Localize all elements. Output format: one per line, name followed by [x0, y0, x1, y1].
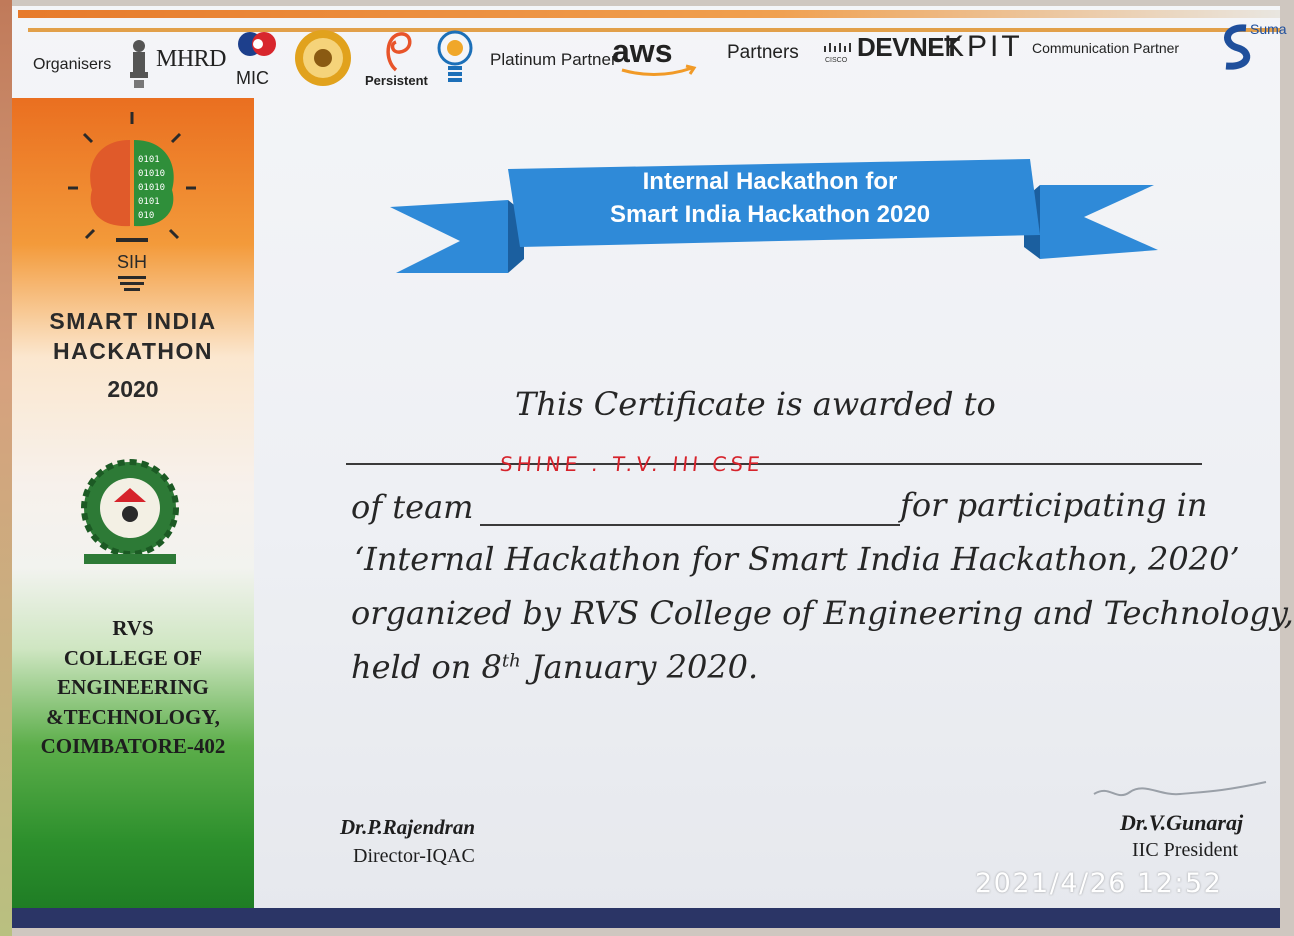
photo-timestamp: 2021/4/26 12:52: [975, 868, 1223, 899]
college-line3: ENGINEERING: [57, 675, 209, 699]
sih-year: 2020: [107, 376, 159, 402]
organisers-label: Organisers: [33, 56, 112, 73]
persistent-label: Persistent: [365, 73, 428, 88]
svg-text:0101: 0101: [138, 155, 160, 165]
suma-logo: [1216, 20, 1286, 72]
recipient-name: SHINE . T.V. III CSE: [498, 452, 765, 476]
signatory-left-name: Dr.P.Rajendran: [340, 815, 475, 839]
cisco-wordmark: CISCO: [825, 57, 848, 64]
held-on-date: January 2020.: [520, 648, 759, 686]
svg-text:01010: 01010: [138, 169, 166, 179]
college-emblem-icon: [74, 458, 186, 570]
suma-wordmark: Suma: [1250, 21, 1287, 37]
college-line2: COLLEGE OF: [63, 645, 203, 670]
partners-label: Partners: [727, 42, 799, 63]
svg-text:010: 010: [138, 211, 155, 221]
mic-logo-icon: [236, 28, 280, 60]
kpit-logo: KPIT: [944, 30, 1023, 63]
sih-side-panel: [12, 98, 254, 908]
awarded-to-text: This Certificate is awarded to: [515, 385, 996, 423]
mhrd-logo: MHRD: [156, 46, 227, 72]
banner-line2: Smart India Hackathon 2020: [609, 201, 931, 228]
brain-bulb-icon: [64, 110, 200, 300]
communication-partner-label: Communication Partner: [1032, 40, 1180, 56]
college-line4: &TECHNOLOGY,: [46, 704, 220, 729]
college-line5: COIMBATORE-402: [40, 734, 226, 758]
mic-label: MIC: [236, 68, 269, 88]
top-stripe: [18, 10, 1280, 18]
sih-logo-text: SIH: [116, 252, 148, 272]
for-participating-text: for participating in: [900, 486, 1208, 524]
recipient-underline: [346, 463, 1202, 465]
signatory-right-title: IIC President: [1132, 839, 1239, 861]
held-on-ordinal: th: [501, 650, 521, 672]
cisco-logo: [822, 40, 856, 64]
event-name-text: ‘Internal Hackathon for Smart India Hackathon, 2020’: [354, 540, 1240, 578]
bottom-bar: [12, 908, 1280, 928]
college-line1: RVS: [112, 616, 154, 640]
iic-bulb-icon: [434, 28, 476, 88]
persistent-logo-icon: [376, 30, 416, 72]
aws-wordmark: aws: [612, 33, 673, 69]
team-underline: [480, 524, 900, 526]
signatory-left-title: Director-IQAC: [353, 845, 475, 867]
photo-edge: [0, 0, 12, 936]
platinum-partner-label: Platinum Partner: [490, 50, 617, 69]
devnet-logo: DEVNET: [857, 32, 960, 62]
sih-title-line2: HACKATHON: [52, 338, 213, 364]
aws-logo: [612, 34, 702, 78]
of-team-text: of team: [351, 488, 474, 526]
hackathon-banner: [390, 155, 1158, 280]
college-name: [12, 614, 254, 762]
national-emblem-icon: [128, 38, 150, 90]
signatory-right-name: Dr.V.Gunaraj: [1120, 810, 1244, 835]
aicte-seal-icon: [292, 28, 354, 88]
held-on-prefix: held on 8: [351, 648, 502, 686]
organizer-text: organized by RVS College of Engineering and Technology,: [351, 594, 1294, 632]
signature-scribble: [1090, 778, 1270, 808]
held-on-text: [351, 648, 758, 686]
sih-title-line1: SMART INDIA: [49, 308, 217, 334]
sponsor-strip: [30, 21, 1287, 96]
banner-line1: Internal Hackathon for: [642, 168, 898, 195]
svg-text:0101: 0101: [138, 197, 160, 207]
svg-text:01010: 01010: [138, 183, 166, 193]
